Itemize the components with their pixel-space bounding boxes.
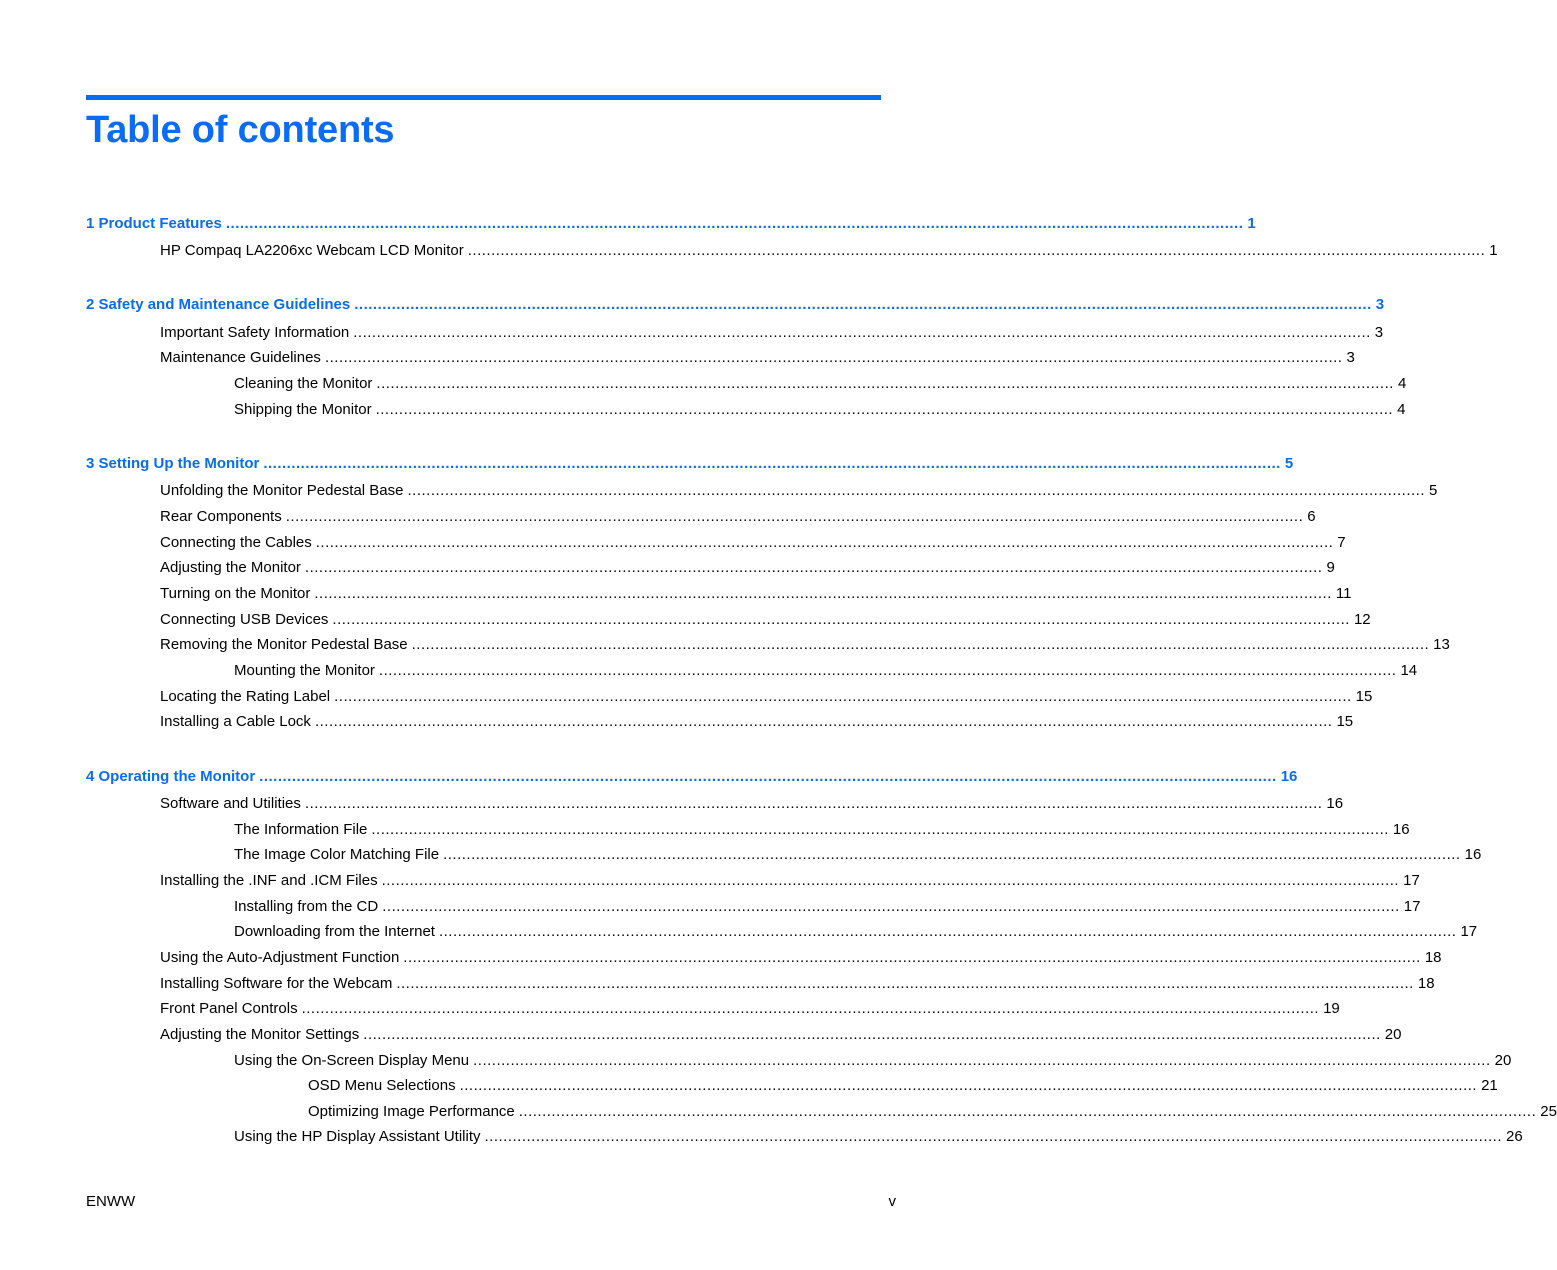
- dot-leader: ..........................................................................................................................................................................................................................: [363, 1026, 1381, 1043]
- dot-leader: ..........................................................................................................................................................................................................................: [484, 1128, 1502, 1145]
- toc-entry[interactable]: [160, 948, 1442, 968]
- dot-leader: ..........................................................................................................................................................................................................................: [301, 1000, 1320, 1017]
- dot-leader: ..........................................................................................................................................................................................................................: [263, 455, 1281, 472]
- toc-entry-label: Connecting USB Devices: [160, 611, 329, 628]
- dot-leader: ..........................................................................................................................................................................................................................: [467, 242, 1486, 259]
- toc-entry[interactable]: [160, 687, 1373, 707]
- dot-leader: ..........................................................................................................................................................................................................................: [459, 1077, 1478, 1094]
- toc-entry-page: 16: [1326, 795, 1344, 812]
- toc-entry[interactable]: [160, 348, 1355, 368]
- toc-entry[interactable]: [160, 558, 1335, 578]
- toc-entry-page: 15: [1336, 713, 1354, 730]
- dot-leader: ..........................................................................................................................................................................................................................: [376, 375, 1394, 392]
- toc-entry-label: Important Safety Information: [160, 324, 350, 341]
- toc-entry-page: 21: [1481, 1077, 1498, 1094]
- toc-entry-label: OSD Menu Selections: [308, 1077, 456, 1094]
- dot-leader: ..........................................................................................................................................................................................................................: [378, 662, 1397, 679]
- dot-leader: ..........................................................................................................................................................................................................................: [334, 688, 1352, 705]
- toc-entry[interactable]: [234, 374, 1407, 394]
- dot-leader: ..........................................................................................................................................................................................................................: [381, 872, 1400, 889]
- toc-chapter-entry[interactable]: [86, 767, 1298, 787]
- toc-entry[interactable]: [160, 481, 1438, 501]
- toc-entry[interactable]: [160, 1025, 1402, 1045]
- toc-entry-page: 17: [1460, 923, 1478, 940]
- dot-leader: ..........................................................................................................................................................................................................................: [354, 296, 1372, 313]
- toc-entry-page: 17: [1403, 872, 1420, 889]
- toc-entry-label: 2 Safety and Maintenance Guidelines: [86, 296, 351, 313]
- toc-entry[interactable]: [160, 323, 1384, 343]
- footer-label: ENWW: [86, 1193, 136, 1210]
- toc-entry[interactable]: [308, 1102, 1557, 1122]
- toc-entry-page: 6: [1307, 508, 1316, 525]
- toc-entry-label: Software and Utilities: [160, 795, 301, 812]
- toc-entry-label: The Image Color Matching File: [234, 846, 440, 863]
- toc-entry[interactable]: [234, 845, 1482, 865]
- toc-entry-page: 3: [1375, 296, 1385, 313]
- toc-entry-page: 3: [1346, 349, 1355, 366]
- toc-entry[interactable]: [234, 820, 1410, 840]
- dot-leader: ..........................................................................................................................................................................................................................: [438, 923, 1457, 940]
- toc-entry-page: 3: [1374, 324, 1384, 341]
- dot-leader: ..........................................................................................................................................................................................................................: [304, 559, 1323, 576]
- toc-entry-page: 26: [1506, 1128, 1523, 1145]
- toc-entry-label: 4 Operating the Monitor: [86, 768, 256, 785]
- toc-entry[interactable]: [234, 1051, 1512, 1071]
- toc-entry-label: Unfolding the Monitor Pedestal Base: [160, 482, 404, 499]
- toc-entry-page: 14: [1400, 662, 1418, 679]
- toc-entry-page: 19: [1323, 1000, 1340, 1017]
- dot-leader: ..........................................................................................................................................................................................................................: [259, 768, 1277, 785]
- dot-leader: ..........................................................................................................................................................................................................................: [473, 1052, 1491, 1069]
- toc-entry[interactable]: [308, 1076, 1498, 1096]
- toc-entry-label: The Information File: [234, 821, 368, 838]
- toc-entry-page: 17: [1403, 898, 1421, 915]
- toc-entry-label: Removing the Monitor Pedestal Base: [160, 636, 408, 653]
- dot-leader: ..........................................................................................................................................................................................................................: [332, 611, 1350, 628]
- toc-entry-label: Installing a Cable Lock: [160, 713, 311, 730]
- toc-entry-page: 13: [1433, 636, 1450, 653]
- page-number: v: [888, 1193, 896, 1210]
- toc-entry-label: Using the On-Screen Display Menu: [234, 1052, 470, 1069]
- toc-entry-label: Installing Software for the Webcam: [160, 975, 393, 992]
- toc-entry[interactable]: [160, 241, 1498, 261]
- toc-entry[interactable]: [234, 400, 1406, 420]
- toc-entry-label: Connecting the Cables: [160, 534, 312, 551]
- toc-entry-page: 12: [1353, 611, 1371, 628]
- toc-entry[interactable]: [234, 897, 1421, 917]
- toc-entry-label: Locating the Rating Label: [160, 688, 331, 705]
- toc-entry-label: Adjusting the Monitor Settings: [160, 1026, 360, 1043]
- toc-entry-page: 20: [1384, 1026, 1402, 1043]
- dot-leader: ..........................................................................................................................................................................................................................: [324, 349, 1343, 366]
- toc-entry[interactable]: [160, 610, 1371, 630]
- toc-entry-label: Optimizing Image Performance: [308, 1103, 515, 1120]
- toc-entry-page: 18: [1424, 949, 1442, 966]
- toc-entry-label: HP Compaq LA2206xc Webcam LCD Monitor: [160, 242, 464, 259]
- toc-entry-label: Turning on the Monitor: [160, 585, 311, 602]
- toc-chapter-entry[interactable]: [86, 214, 1256, 234]
- dot-leader: ..........................................................................................................................................................................................................................: [315, 534, 1334, 551]
- toc-entry-label: Shipping the Monitor: [234, 401, 372, 418]
- toc-entry-page: 16: [1280, 768, 1298, 785]
- toc-entry[interactable]: [160, 584, 1352, 604]
- dot-leader: ..........................................................................................................................................................................................................................: [371, 821, 1389, 838]
- toc-entry-page: 5: [1429, 482, 1438, 499]
- toc-entry[interactable]: [160, 871, 1420, 891]
- toc-entry-label: Cleaning the Monitor: [234, 375, 373, 392]
- toc-entry-label: 1 Product Features: [86, 215, 222, 232]
- page-title: Table of contents: [86, 109, 395, 151]
- toc-entry[interactable]: [160, 507, 1316, 527]
- toc-entry[interactable]: [234, 922, 1478, 942]
- dot-leader: ..........................................................................................................................................................................................................................: [314, 713, 1333, 730]
- toc-entry-label: Downloading from the Internet: [234, 923, 435, 940]
- toc-entry-label: 3 Setting Up the Monitor: [86, 455, 260, 472]
- toc-entry-page: 15: [1355, 688, 1373, 705]
- dot-leader: ..........................................................................................................................................................................................................................: [407, 482, 1425, 499]
- toc-entry[interactable]: [160, 533, 1346, 553]
- toc-chapter-entry[interactable]: [86, 454, 1294, 474]
- toc-entry-page: 11: [1335, 585, 1352, 602]
- toc-entry-label: Installing the .INF and .ICM Files: [160, 872, 378, 889]
- dot-leader: ..........................................................................................................................................................................................................................: [396, 975, 1414, 992]
- toc-entry-page: 25: [1540, 1103, 1557, 1120]
- toc-entry-label: Adjusting the Monitor: [160, 559, 301, 576]
- toc-entry-page: 16: [1464, 846, 1482, 863]
- toc-entry-label: Installing from the CD: [234, 898, 379, 915]
- dot-leader: ..........................................................................................................................................................................................................................: [225, 215, 1244, 232]
- toc-entry[interactable]: [160, 974, 1435, 994]
- toc-entry-label: Maintenance Guidelines: [160, 349, 321, 366]
- toc-entry-page: 7: [1337, 534, 1346, 551]
- dot-leader: ..........................................................................................................................................................................................................................: [353, 324, 1371, 341]
- dot-leader: ..........................................................................................................................................................................................................................: [285, 508, 1304, 525]
- toc-entry-label: Front Panel Controls: [160, 1000, 298, 1017]
- dot-leader: ..........................................................................................................................................................................................................................: [443, 846, 1461, 863]
- toc-entry[interactable]: [234, 1127, 1523, 1147]
- toc-entry-label: Mounting the Monitor: [234, 662, 375, 679]
- toc-entry-page: 4: [1397, 401, 1406, 418]
- toc-entry-page: 1: [1247, 215, 1256, 232]
- dot-leader: ..........................................................................................................................................................................................................................: [518, 1103, 1537, 1120]
- toc-entry-page: 16: [1392, 821, 1410, 838]
- dot-leader: ..........................................................................................................................................................................................................................: [314, 585, 1332, 602]
- toc-entry-page: 18: [1417, 975, 1435, 992]
- toc-entry[interactable]: [160, 635, 1450, 655]
- toc-entry[interactable]: [160, 794, 1344, 814]
- dot-leader: ..........................................................................................................................................................................................................................: [304, 795, 1323, 812]
- toc-entry-label: Using the Auto-Adjustment Function: [160, 949, 400, 966]
- dot-leader: ..........................................................................................................................................................................................................................: [403, 949, 1421, 966]
- toc-entry-label: Using the HP Display Assistant Utility: [234, 1128, 481, 1145]
- toc-entry-page: 20: [1494, 1052, 1512, 1069]
- toc-entry[interactable]: [160, 712, 1354, 732]
- toc-chapter-entry[interactable]: [86, 295, 1385, 315]
- toc-entry-page: 9: [1326, 559, 1335, 576]
- toc-entry[interactable]: [160, 999, 1340, 1019]
- toc-entry[interactable]: [234, 661, 1418, 681]
- dot-leader: ..........................................................................................................................................................................................................................: [411, 636, 1430, 653]
- toc-entry-page: 5: [1284, 455, 1294, 472]
- toc-entry-page: 1: [1489, 242, 1498, 259]
- toc-entry-label: Rear Components: [160, 508, 282, 525]
- dot-leader: ..........................................................................................................................................................................................................................: [375, 401, 1394, 418]
- dot-leader: ..........................................................................................................................................................................................................................: [382, 898, 1400, 915]
- toc-entry-page: 4: [1397, 375, 1407, 392]
